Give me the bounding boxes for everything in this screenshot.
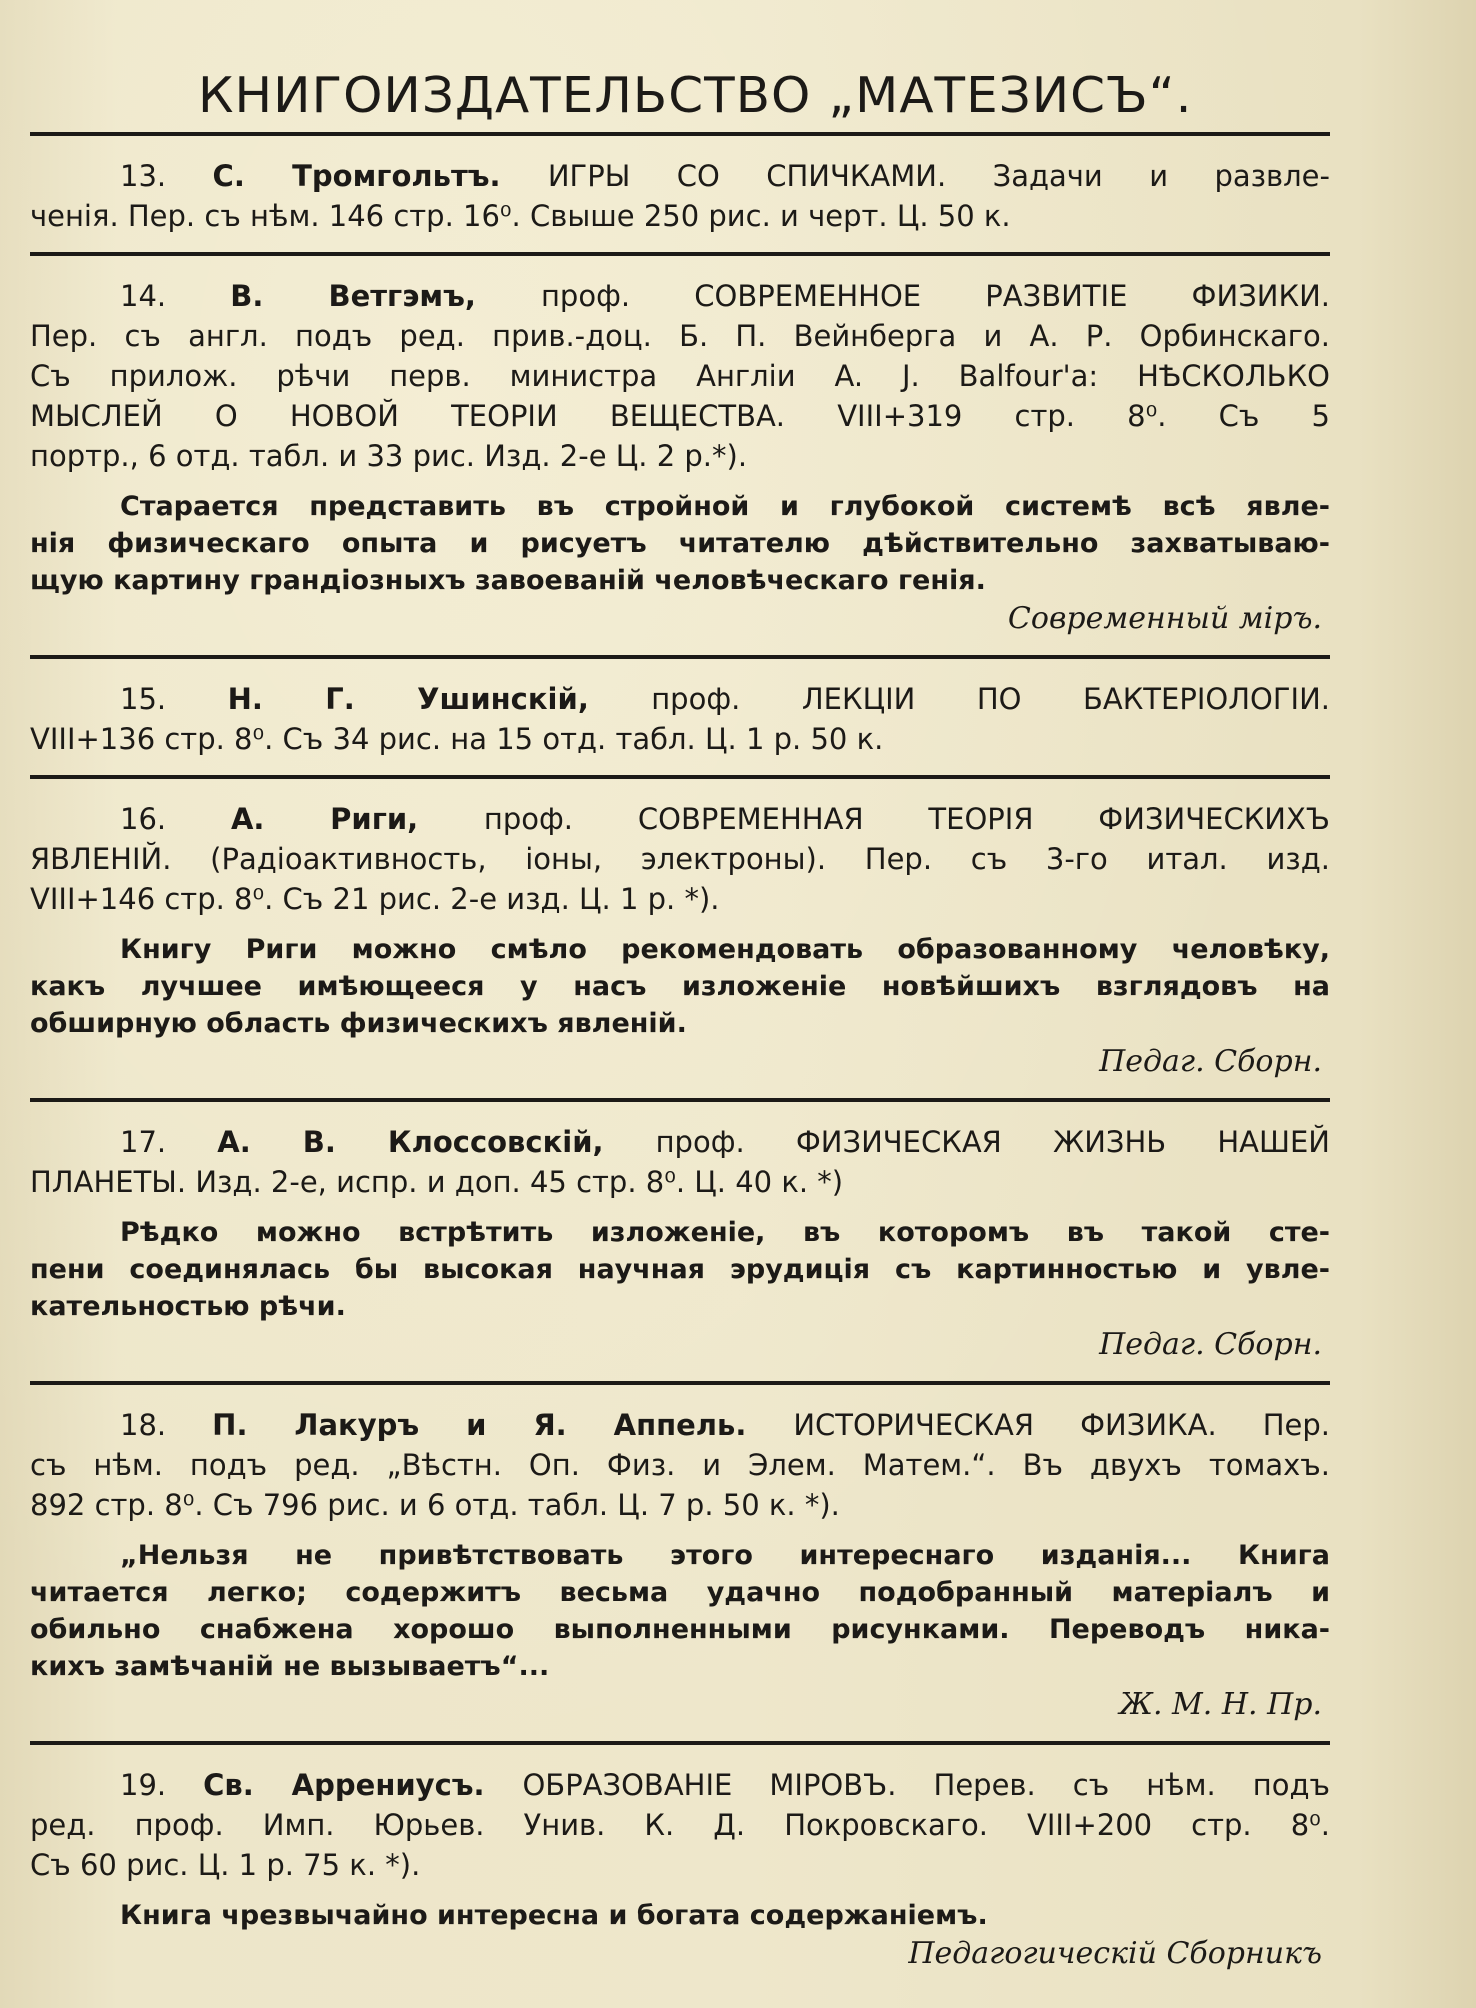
entry-title: проф. ЛЕКЦІИ ПО БАКТЕРІОЛОГІИ.: [651, 682, 1330, 716]
entry-line: ЯВЛЕНІЙ. (Радіоактивность, іоны, электроны). Пер. съ 3-го итал. изд.: [30, 842, 1330, 876]
review-quote: [30, 1537, 1330, 1685]
review-quote: [30, 488, 1330, 599]
review-line: кихъ замѣчаній не вызываетъ“...: [30, 1651, 550, 1682]
review-line: нія физическаго опыта и рисуетъ читателю дѣйствительно захватываю-: [30, 528, 1330, 559]
entry-number: 17.: [120, 1125, 218, 1159]
review-source: Ж. М. Н. Пр.: [1119, 1687, 1322, 1722]
review-line: Книга чрезвычайно интересна и богата содержаніемъ.: [120, 1900, 988, 1931]
review-source: Педаг. Сборн.: [1099, 1327, 1322, 1362]
review-line: Рѣдко можно встрѣтить изложеніе, въ которомъ въ такой сте-: [120, 1217, 1330, 1248]
entry-line: 892 стр. 8⁰. Съ 796 рис. и 6 отд. табл. Ц. 7 р. 50 к. *).: [30, 1488, 840, 1522]
entry-line: ред. проф. Имп. Юрьев. Унив. К. Д. Покровскаго. VIII+200 стр. 8⁰.: [30, 1808, 1330, 1842]
entry-author: Св. Аррениусъ.: [203, 1768, 523, 1802]
catalog-entry: [30, 136, 1330, 250]
entry-title-line: [30, 1122, 1330, 1162]
review-quote: [30, 931, 1330, 1042]
entry-line: VIII+136 стр. 8⁰. Съ 34 рис. на 15 отд. табл. Ц. 1 р. 50 к.: [30, 722, 884, 756]
catalog-entry: [30, 256, 1330, 653]
review-quote: [30, 1897, 1330, 1934]
publisher-header: КНИГОИЗДАТЕЛЬСТВО „МАТЕЗИСЪ“.: [198, 67, 1193, 124]
entry-number: 18.: [120, 1408, 213, 1442]
review-line: какъ лучшее имѣющееся у насъ изложеніе новѣйшихъ взглядовъ на: [30, 971, 1330, 1002]
catalog-page: [30, 62, 1330, 1988]
entry-title: проф. СОВРЕМЕННАЯ ТЕОРІЯ ФИЗИЧЕСКИХЪ: [483, 802, 1330, 836]
catalog-entry: [30, 1102, 1330, 1379]
review-line: щую картину грандіозныхъ завоеваній человѣческаго генія.: [30, 565, 986, 596]
catalog-entry: [30, 779, 1330, 1096]
review-line: „Нельзя не привѣтствовать этого интереснаго изданія... Книга: [120, 1540, 1330, 1571]
review-quote: [30, 1214, 1330, 1325]
entry-number: 13.: [120, 159, 213, 193]
entry-title: проф. ФИЗИЧЕСКАЯ ЖИЗНЬ НАШЕЙ: [655, 1125, 1330, 1159]
entry-line: ПЛАНЕТЫ. Изд. 2-е, испр. и доп. 45 стр. 8⁰. Ц. 40 к. *): [30, 1165, 844, 1199]
review-line: читается легко; содержитъ весьма удачно подобранный матеріалъ и: [30, 1577, 1330, 1608]
review-line: Книгу Риги можно смѣло рекомендовать образованному человѣку,: [120, 934, 1330, 965]
entry-line: портр., 6 отд. табл. и 33 рис. Изд. 2-е Ц. 2 р.*).: [30, 439, 748, 473]
entry-title-line: [30, 156, 1330, 196]
entry-title: ИГРЫ СО СПИЧКАМИ. Задачи и развле-: [547, 159, 1330, 193]
entry-author: В. Ветгэмъ,: [230, 279, 541, 313]
entry-line: VIII+146 стр. 8⁰. Съ 21 рис. 2-е изд. Ц. 1 р. *).: [30, 882, 720, 916]
entry-number: 19.: [120, 1768, 204, 1802]
review-line: пени соединялась бы высокая научная эрудиція съ картинностью и увле-: [30, 1254, 1330, 1285]
entry-author: А. В. Клоссовскій,: [217, 1125, 656, 1159]
catalog-entry: [30, 659, 1330, 773]
entry-number: 14.: [120, 279, 231, 313]
entry-author: Н. Г. Ушинскій,: [227, 682, 652, 716]
entry-title-line: [30, 276, 1330, 316]
entry-author: А. Риги,: [230, 802, 484, 836]
entry-author: С. Тромгольтъ.: [212, 159, 548, 193]
review-line: обильно снабжена хорошо выполненными рисунками. Переводъ ника-: [30, 1614, 1330, 1645]
entry-line: Съ прилож. рѣчи перв. министра Англіи A. J. Balfour'a: НѢСКОЛЬКО: [30, 359, 1330, 393]
entry-line: Пер. съ англ. подъ ред. прив.-доц. Б. П. Вейнберга и А. Р. Орбинскаго.: [30, 319, 1330, 353]
entry-title-line: [30, 679, 1330, 719]
catalog-entry: [30, 1745, 1330, 1988]
entry-title: ИСТОРИЧЕСКАЯ ФИЗИКА. Пер.: [793, 1408, 1330, 1442]
entry-title-line: [30, 1765, 1330, 1805]
entry-number: 16.: [120, 802, 231, 836]
entry-title: проф. СОВРЕМЕННОЕ РАЗВИТІЕ ФИЗИКИ.: [540, 279, 1331, 313]
catalog-entry: [30, 1385, 1330, 1739]
entry-line: МЫСЛЕЙ О НОВОЙ ТЕОРІИ ВЕЩЕСТВА. VIII+319 стр. 8⁰. Съ 5: [30, 399, 1330, 433]
review-source: Современный міръ.: [1007, 601, 1322, 636]
entry-line: съ нѣм. подъ ред. „Вѣстн. Оп. Физ. и Элем. Матем.“. Въ двухъ томахъ.: [30, 1448, 1330, 1482]
entry-author: П. Лакуръ и Я. Аппель.: [212, 1408, 794, 1442]
entry-title-line: [30, 799, 1330, 839]
review-line: кательностью рѣчи.: [30, 1291, 346, 1322]
review-source: Педаг. Сборн.: [1099, 1044, 1322, 1079]
entry-number: 15.: [120, 682, 228, 716]
entries-list: [30, 136, 1330, 1988]
review-line: обширную область физическихъ явленій.: [30, 1008, 687, 1039]
entry-title: ОБРАЗОВАНІЕ МІРОВЪ. Перев. съ нѣм. подъ: [522, 1768, 1330, 1802]
entry-line: ченія. Пер. съ нѣм. 146 стр. 16⁰. Свыше 250 рис. и черт. Ц. 50 к.: [30, 199, 1011, 233]
review-line: Старается представить въ стройной и глубокой системѣ всѣ явле-: [120, 491, 1330, 522]
entry-title-line: [30, 1405, 1330, 1445]
review-source: Педагогическій Сборникъ: [908, 1936, 1322, 1971]
entry-line: Съ 60 рис. Ц. 1 р. 75 к. *).: [30, 1848, 421, 1882]
